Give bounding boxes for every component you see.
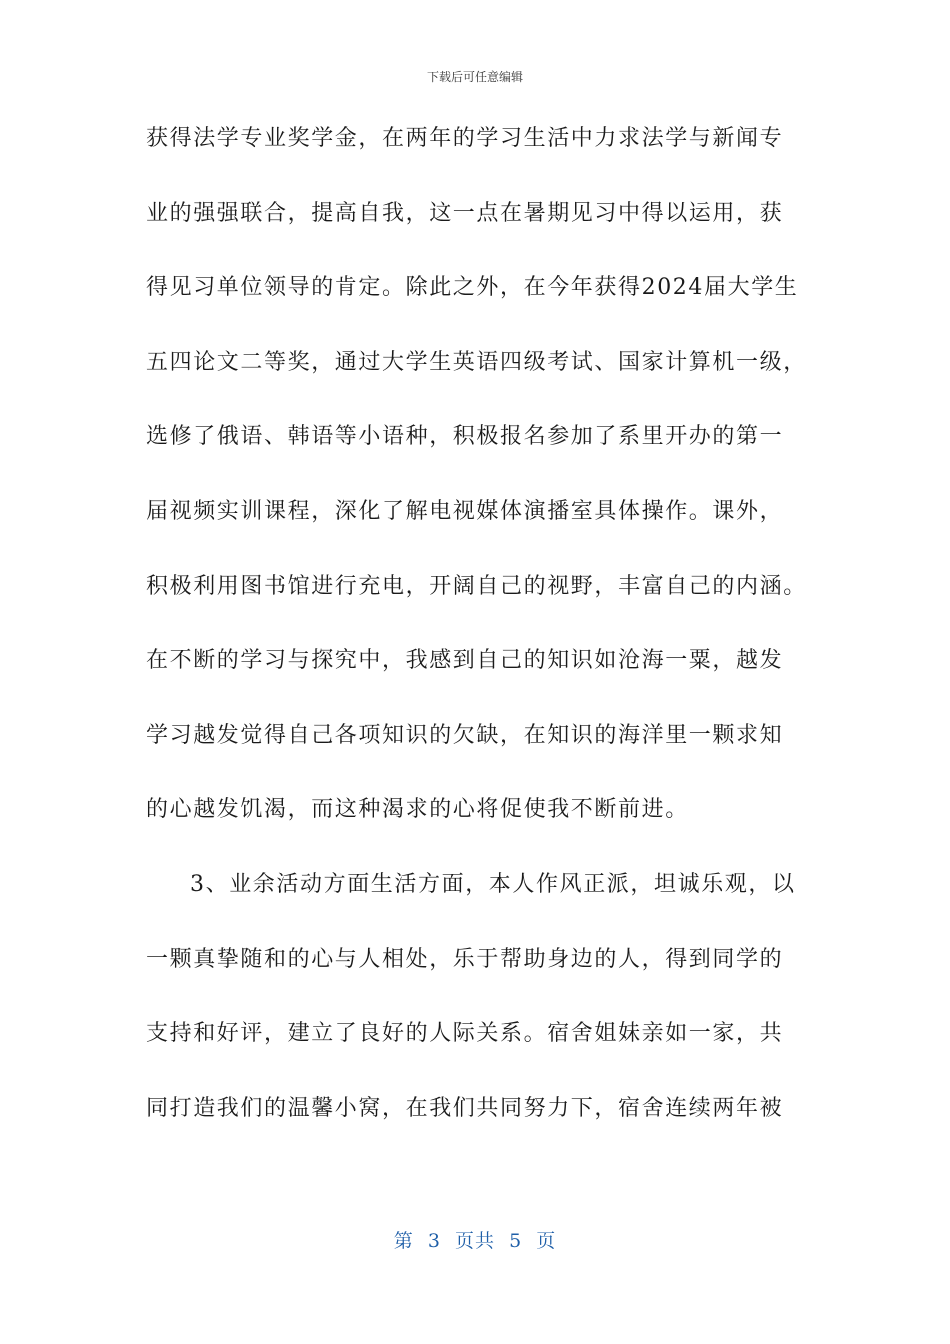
- body-line: 业的强强联合，提高自我，这一点在暑期见习中得以运用，获: [146, 200, 784, 226]
- body-line: 同打造我们的温馨小窝，在我们共同努力下，宿舍连续两年被: [146, 1095, 784, 1121]
- body-line: 届视频实训课程，深化了解电视媒体演播室具体操作。课外，: [146, 498, 784, 524]
- body-line: 积极利用图书馆进行充电，开阔自己的视野，丰富自己的内涵。: [146, 573, 807, 599]
- body-line: 的心越发饥渴，而这种渴求的心将促使我不断前进。: [146, 797, 689, 823]
- body-line: 一颗真挚随和的心与人相处，乐于帮助身边的人，得到同学的: [146, 946, 784, 972]
- body-line: 选修了俄语、韩语等小语种，积极报名参加了系里开办的第一: [146, 424, 784, 450]
- body-line: 支持和好评，建立了良好的人际关系。宿舍姐妹亲如一家，共: [146, 1021, 784, 1047]
- body-line: 得见习单位领导的肯定。除此之外，在今年获得2024届大学生: [146, 275, 799, 301]
- body-line: 五四论文二等奖，通过大学生英语四级考试、国家计算机一级，: [146, 349, 807, 375]
- page-number-footer: 第 3 页共 5 页: [393, 1230, 557, 1252]
- page-header-note: 下载后可任意编辑: [426, 70, 523, 84]
- paragraph-start-line: 3、业余活动方面生活方面，本人作风正派，坦诚乐观，以: [190, 871, 796, 897]
- body-line: 学习越发觉得自己各项知识的欠缺，在知识的海洋里一颗求知: [146, 722, 784, 748]
- body-line: 获得法学专业奖学金，在两年的学习生活中力求法学与新闻专: [146, 126, 784, 151]
- document-body: [146, 118, 808, 1162]
- body-line: 在不断的学习与探究中，我感到自己的知识如沧海一粟，越发: [146, 648, 784, 674]
